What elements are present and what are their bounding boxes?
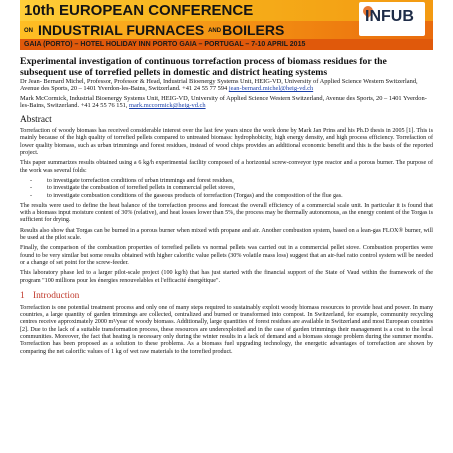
subtitle-part-1: INDUSTRIAL FURNACES bbox=[38, 22, 205, 38]
list-item: - to investigate combustion conditions of the gaseous products of torrefaction (Torgas) and the composition of the flue gas. bbox=[30, 192, 343, 199]
author-1-affiliation: Dr Jean- Bernard Michel, Professor, Professor & Head, Industrial Bioenergy Systems Unit, HEIG-VD, University of Applied Science Western Switzerland, Avenue des Sports, 20 – 1401 Yverdon-les-Bains, Switzerland. +41 24 55 77 594 bbox=[20, 78, 418, 93]
infub-logo bbox=[359, 2, 425, 36]
conference-subtitle bbox=[24, 21, 284, 39]
abstract-paragraph: This paper summarizes results obtained using a 6 kg/h experimental facility composed of a horizontal screw-conveyor type reactor and a porous burner. The purpose of the work was several folds: bbox=[20, 160, 433, 174]
subtitle-part-2: BOILERS bbox=[222, 22, 285, 38]
abstract-heading: Abstract bbox=[20, 115, 52, 126]
author-2-email-link[interactable]: mark.mccormick@heig-vd.ch bbox=[129, 101, 206, 109]
subtitle-on-label: ON bbox=[24, 28, 33, 35]
abstract-paragraph: Torrefaction of woody biomass has received considerable interest over the last few years since the work done by Mark Jan Prins and his Ph.D thesis in 2005 [1]. This is mainly because of the high quality of torrefied pellets compared to untreated biomass: hydrophobicity, high energy density, and high process efficiency. Torrefaction of lower quality biomass, such as urban trimmings and forest residues, instead of wood chips provides an additional economic benefit and this is the basis of the reported project. bbox=[20, 128, 433, 157]
abstract-paragraph: Finally, the comparison of the combustion properties of torrefied pellets vs normal pellets was carried out in a commercial pellet stove. Combustion properties were found to be very similar but some results obtained with higher calorific value pellets (30% volatile mass loss) suggest that an air-fuel ratio control system will be needed or a change of set point for the screw-feeder. bbox=[20, 245, 433, 266]
abstract-paragraph: This laboratory phase led to a larger pilot-scale project (100 kg/h) that has just started with the financial support of the State of Vaud within the framework of the program "100 millions pour les énergies renouvelables et l'efficacité énergétique". bbox=[20, 270, 433, 284]
section-number: 1 bbox=[20, 290, 25, 301]
section-title: Introduction bbox=[33, 290, 80, 301]
introduction-heading bbox=[20, 291, 433, 302]
abstract-paragraph: Results also show that Torgas can be burned in a porous burner when mixed with propane and air. Another combustion system, based on a lean-gas FLOX® burner, will be used at the pilot scale. bbox=[20, 227, 433, 242]
conference-title: 10th EUROPEAN CONFERENCE bbox=[24, 2, 254, 19]
objectives-list bbox=[20, 178, 433, 200]
logo-text: INFUB bbox=[365, 8, 414, 25]
author-1-email-link[interactable]: jean-bernard.michel@heig-vd.ch bbox=[228, 85, 314, 93]
conference-banner bbox=[20, 0, 433, 53]
abstract-paragraph: The results were used to define the heat balance of the torrefaction process and forecast the overall efficiency of a commercial scale unit. In particular it is found that with a biomass input moisture content of 30% (relative), and heat losses lower than 5%, the process may be thermally autonomous, as the energy content of the Torgas is sufficient for drying. bbox=[20, 202, 433, 224]
paper-body bbox=[20, 56, 433, 359]
author-block-1 bbox=[20, 78, 433, 93]
paper-title: Experimental investigation of continuous torrefaction process of biomass residues for the subsequent use of torrefied pellets in domestic and district heating systems bbox=[20, 56, 387, 78]
introduction-paragraph: Torrefaction is one potential treatment process and only one of many steps required to sustainably exploit woody biomass resources to provide heat and power. In many countries, a large quantity of garden trimmings are collected, centralized and burned or transformed into compost. In Switzerland, for example, community recycling centres receive approximately 2000 m³/year of woody biomass. Additionally, large quantities of forest residues are available in Switzerland and most European countries [2]. Due to the lack of a suitable transformation process, these resources are underexploited and in the case of garden trimmings their management is a cost to the local communities. Moreover, the fact that heating is necessary only during the winter results in a lack of demand and a biomass storage problem during the summer months. Torrefaction has been proposed as a solution to these problems. As a biomass fuel upgrading technology, the energetic advantages of torrefaction are shown by comparing the net calorific values of 1 kg of wet raw materials to the torrefied product. bbox=[20, 304, 433, 355]
subtitle-and-label: AND bbox=[208, 28, 222, 35]
conference-venue: GAIA (PORTO) – HOTEL HOLIDAY INN PORTO GAIA – PORTUGAL – 7-10 APRIL 2015 bbox=[24, 41, 306, 48]
author-block-2 bbox=[20, 95, 433, 110]
author-2-affiliation: Mark McCormick, Industrial Bioenergy Systems Unit, HEIG-VD, University of Applied Science Western Switzerland, Avenue des Sports, 20 – 1401 Yverdon-les-Bains, Switzerland. +41 24 55 76 151, bbox=[20, 94, 427, 109]
list-item: - to investigate the combustion of torrefied pellets in commercial pellet stoves, bbox=[30, 185, 236, 192]
list-item: - to investigate torrefaction conditions of urban trimmings and forest residues, bbox=[30, 177, 234, 184]
